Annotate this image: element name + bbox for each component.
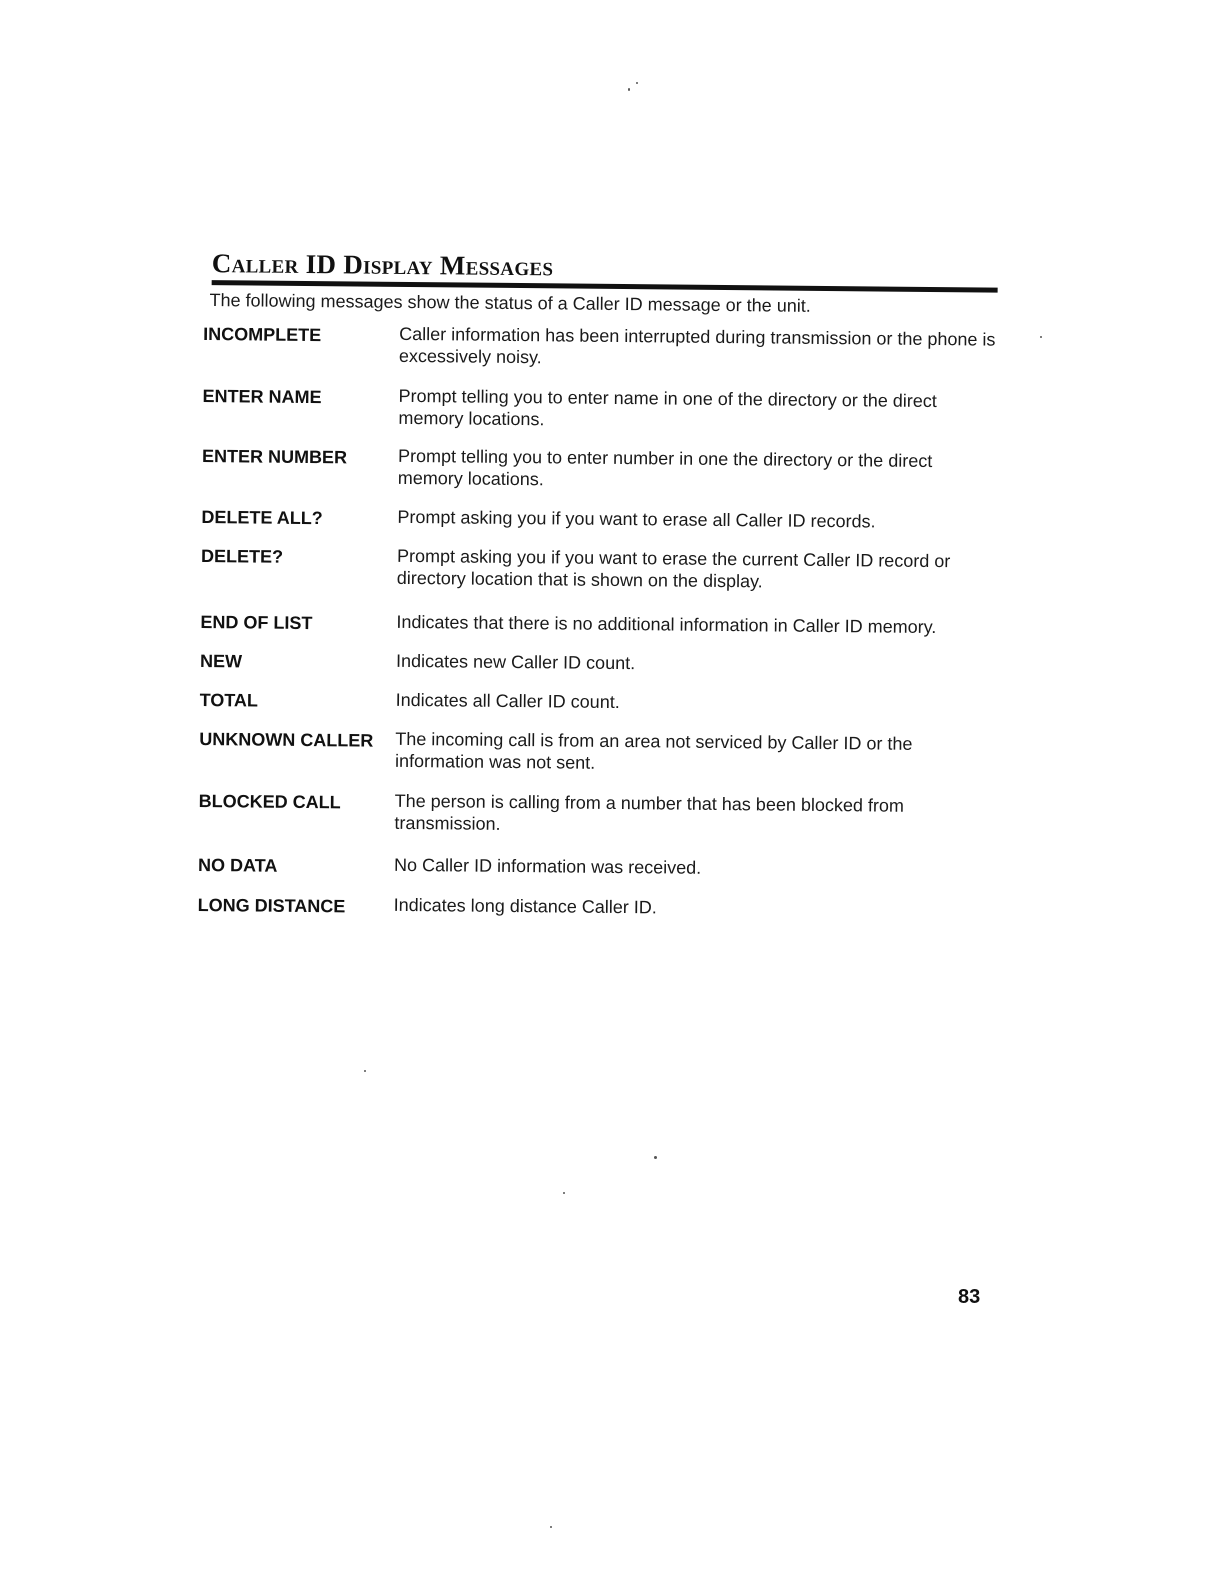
message-description: Prompt telling you to enter number in one the directory or the direct memory locations.	[397, 445, 933, 490]
message-term: NEW	[199, 650, 243, 672]
message-term: ENTER NUMBER	[201, 445, 348, 468]
message-description: The incoming call is from an area not serviced by Caller ID or the information was not sent.	[394, 728, 913, 773]
message-term: DELETE ALL?	[201, 506, 323, 529]
message-description: Indicates new Caller ID count.	[395, 650, 636, 674]
message-list	[198, 321, 1004, 924]
intro-text: The following messages show the status of a Caller ID message or the unit.	[209, 290, 811, 316]
message-description: The person is calling from a number that has been blocked from transmission.	[394, 790, 905, 834]
message-row	[198, 892, 998, 924]
message-term: ENTER NAME	[202, 385, 322, 408]
message-description: Prompt telling you to enter name in one of the directory or the direct memory locations.	[398, 385, 937, 430]
page-title: Caller ID Display Messages	[211, 248, 554, 282]
message-term: NO DATA	[197, 854, 278, 876]
message-description: Indicates all Caller ID count.	[395, 689, 620, 713]
message-term: END OF LIST	[200, 611, 313, 634]
message-row	[203, 321, 1003, 373]
scan-speck	[550, 1526, 552, 1528]
message-term: DELETE?	[200, 545, 284, 567]
scan-speck	[364, 1070, 366, 1072]
message-description: Prompt asking you if you want to erase the current Caller ID record or directory location that is shown on the display.	[396, 545, 951, 592]
message-row	[200, 648, 1000, 680]
scan-speck	[654, 1156, 657, 1159]
scan-speck	[636, 82, 638, 84]
scan-speck	[1040, 336, 1042, 338]
message-term: BLOCKED CALL	[198, 790, 341, 813]
content-block	[198, 248, 1004, 924]
message-description: No Caller ID information was received.	[393, 854, 702, 878]
message-row	[199, 726, 999, 778]
message-row	[200, 609, 1000, 641]
message-row	[201, 504, 1001, 536]
message-description: Indicates that there is no additional information in Caller ID memory.	[396, 611, 937, 638]
message-description: Indicates long distance Caller ID.	[393, 894, 657, 918]
message-row	[200, 687, 1000, 719]
message-term: UNKNOWN CALLER	[199, 728, 374, 751]
scan-speck	[628, 88, 630, 91]
message-term: LONG DISTANCE	[197, 894, 346, 917]
scan-speck	[563, 1192, 565, 1194]
message-row	[202, 443, 1002, 495]
message-term: INCOMPLETE	[203, 323, 322, 346]
page-number: 83	[958, 1286, 981, 1308]
message-row	[198, 788, 998, 840]
message-term: TOTAL	[199, 689, 259, 711]
message-description: Caller information has been interrupted during transmission or the phone is excessively noisy.	[398, 323, 996, 368]
message-row	[201, 543, 1001, 595]
message-row	[202, 383, 1002, 435]
message-row	[198, 852, 998, 884]
message-description: Prompt asking you if you want to erase all Caller ID records.	[397, 506, 876, 532]
